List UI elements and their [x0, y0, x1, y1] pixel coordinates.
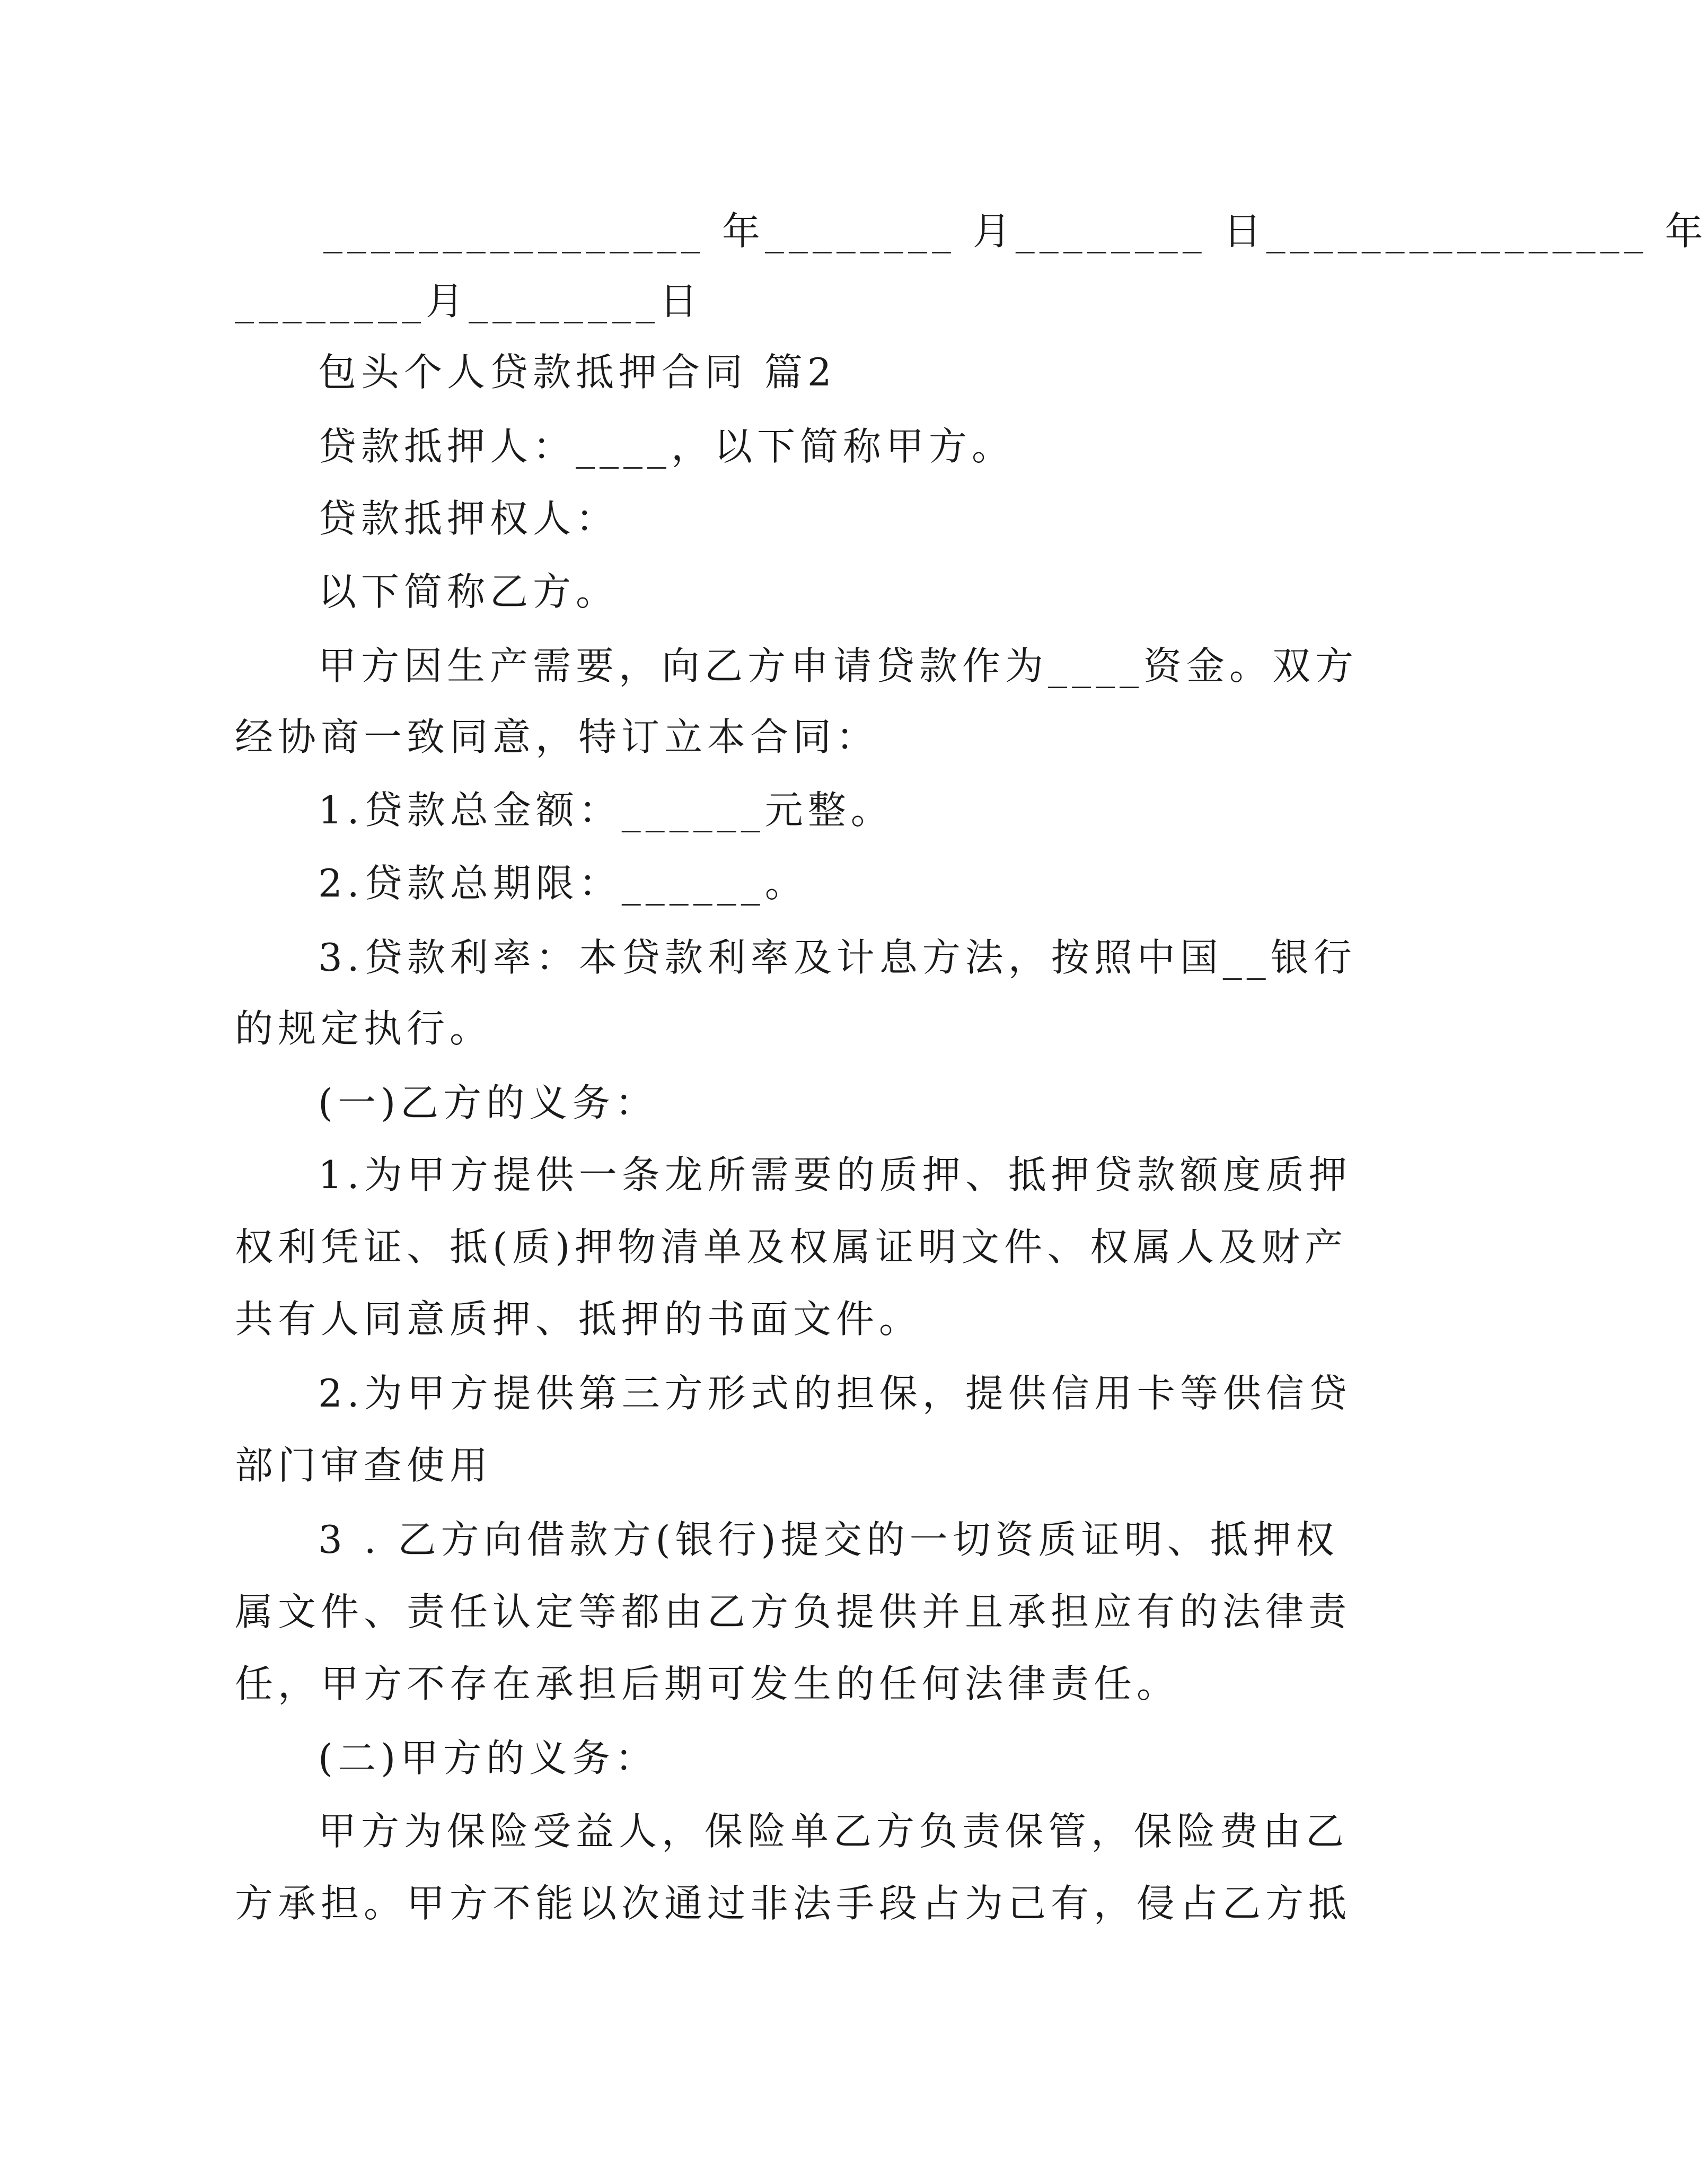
- paragraph-line: 共有人同意质押、抵押的书面文件。: [235, 1297, 922, 1341]
- paragraph-line: 贷款抵押权人：: [318, 496, 619, 541]
- date-line-2: ________月________日: [235, 279, 702, 323]
- paragraph-line: 经协商一致同意，特订立本合同：: [235, 715, 879, 759]
- paragraph-line: 任，甲方不存在承担后期可发生的任何法律责任。: [235, 1662, 1180, 1706]
- paragraph-line: 甲方因生产需要，向乙方申请贷款作为____资金。双方: [318, 644, 1359, 688]
- paragraph-line: 2.为甲方提供第三方形式的担保，提供信用卡等供信贷: [318, 1371, 1352, 1416]
- paragraph-line: 部门审查使用: [235, 1443, 493, 1488]
- paragraph-line: 以下简称乙方。: [318, 569, 619, 614]
- paragraph-line: 属文件、责任认定等都由乙方负提供并且承担应有的法律责: [235, 1589, 1352, 1634]
- paragraph-line: 方承担。甲方不能以次通过非法手段占为己有，侵占乙方抵: [235, 1881, 1352, 1926]
- paragraph-line: 甲方为保险受益人，保险单乙方负责保管，保险费由乙: [318, 1809, 1349, 1853]
- paragraph-line: 贷款抵押人：____，以下简称甲方。: [318, 424, 1015, 469]
- subsection-heading: (一)乙方的义务：: [318, 1080, 658, 1125]
- paragraph-line: 权利凭证、抵(质)押物清单及权属证明文件、权属人及财产: [235, 1225, 1348, 1269]
- date-line-1: ________________ 年________ 月________ 日________________ 年: [323, 209, 1708, 253]
- section-title: 包头个人贷款抵押合同 篇2: [318, 350, 837, 394]
- paragraph-line: 2.贷款总期限：______。: [318, 861, 808, 906]
- paragraph-line: 1.为甲方提供一条龙所需要的质押、抵押贷款额度质押: [318, 1153, 1352, 1197]
- paragraph-line: 的规定执行。: [235, 1006, 493, 1051]
- paragraph-line: 3.贷款利率：本贷款利率及计息方法，按照中国__银行: [318, 935, 1357, 980]
- subsection-heading: (二)甲方的义务：: [318, 1736, 658, 1780]
- paragraph-line: 3 . 乙方向借款方(银行)提交的一切资质证明、抵押权: [318, 1517, 1339, 1562]
- paragraph-line: 1.贷款总金额：______元整。: [318, 788, 894, 832]
